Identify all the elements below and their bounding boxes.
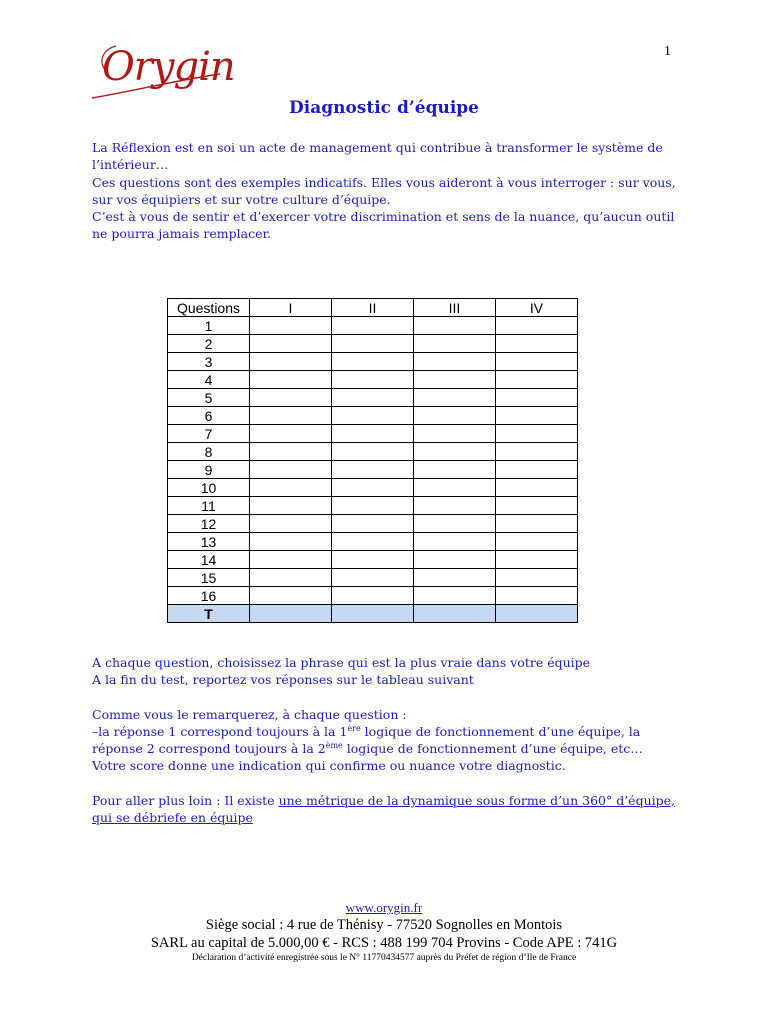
question-number: 3 [168,353,250,371]
answer-cell[interactable] [496,425,578,443]
answer-cell[interactable] [332,317,414,335]
table-row [168,497,578,515]
answer-cell[interactable] [414,443,496,461]
answer-cell[interactable] [414,497,496,515]
answer-cell[interactable] [250,587,332,605]
table-row [168,533,578,551]
total-cell[interactable] [414,605,496,623]
instruction-line [92,723,692,758]
table-row [168,425,578,443]
answer-cell[interactable] [496,461,578,479]
table-row [168,407,578,425]
answer-cell[interactable] [414,587,496,605]
answer-cell[interactable] [332,497,414,515]
answer-cell[interactable] [250,407,332,425]
answer-cell[interactable] [332,425,414,443]
question-number: 6 [168,407,250,425]
answer-cell[interactable] [496,389,578,407]
answer-cell[interactable] [496,497,578,515]
answer-cell[interactable] [414,569,496,587]
table-row [168,551,578,569]
question-number: 10 [168,479,250,497]
intro-paragraph: La Réflexion est en soi un acte de management qui contribue à transformer le système de l’intérieur… [92,140,663,173]
instruction-line: Comme vous le remarquerez, à chaque question : [92,706,407,722]
footer-declaration: Déclaration d’activité enregistrée sous le N° 11770434577 auprès du Préfet de région d’Ile de France [191,953,577,963]
table-row [168,317,578,335]
table-row [168,335,578,353]
answer-cell[interactable] [414,479,496,497]
answer-cell[interactable] [496,407,578,425]
answer-cell[interactable] [250,353,332,371]
answer-cell[interactable] [250,533,332,551]
question-number: 16 [168,587,250,605]
answer-cell[interactable] [414,389,496,407]
instruction-fragment: Pour aller plus loin : Il existe [92,792,279,808]
answer-cell[interactable] [414,551,496,569]
instruction-line: Votre score donne une indication qui confirme ou nuance votre diagnostic. [92,758,566,774]
answer-cell[interactable] [332,551,414,569]
page-title: Diagnostic d’équipe [289,98,479,118]
answer-cell[interactable] [250,569,332,587]
metric-360-link[interactable]: une métrique de la dynamique sous forme d’un 360° d’équipe, qui se débriefe en équipe [92,792,675,826]
answer-cell[interactable] [414,335,496,353]
intro-paragraph: Ces questions sont des exemples indicatifs. Elles vous aideront à vous interroger : sur vous, sur vos équipiers et sur votre culture d’équipe. [92,174,676,207]
table-row [168,569,578,587]
header-ii: II [332,299,414,317]
answer-cell[interactable] [496,443,578,461]
superscript: ère [347,723,361,733]
question-number: 8 [168,443,250,461]
answer-cell[interactable] [496,317,578,335]
answer-cell[interactable] [414,407,496,425]
answer-cell[interactable] [414,425,496,443]
answer-cell[interactable] [250,389,332,407]
question-number: 7 [168,425,250,443]
answer-cell[interactable] [496,515,578,533]
table-row [168,479,578,497]
answer-cell[interactable] [496,353,578,371]
question-number: 15 [168,569,250,587]
answer-cell[interactable] [332,443,414,461]
answer-cell[interactable] [250,443,332,461]
header-iv: IV [496,299,578,317]
answer-cell[interactable] [332,479,414,497]
orygin-logo [88,36,235,106]
answer-cell[interactable] [496,479,578,497]
total-cell[interactable] [332,605,414,623]
total-cell[interactable] [250,605,332,623]
header-questions: Questions [168,299,250,317]
table-row [168,587,578,605]
instruction-line: A la fin du test, reportez vos réponses sur le tableau suivant [92,672,474,688]
answer-cell[interactable] [414,353,496,371]
answer-cell[interactable] [250,479,332,497]
instruction-fragment: logique de fonctionnement d’une équipe, la réponse 2 correspond toujours à la 2 [92,723,641,757]
logo-text: Orygin [102,44,235,90]
answer-cell[interactable] [414,317,496,335]
answer-cell[interactable] [496,551,578,569]
answer-cell[interactable] [250,371,332,389]
answer-cell[interactable] [250,335,332,353]
question-number: 9 [168,461,250,479]
answer-cell[interactable] [332,515,414,533]
answer-cell[interactable] [332,461,414,479]
score-table [167,298,578,623]
table-row [168,515,578,533]
intro-text [92,139,692,243]
superscript: ème [325,741,343,751]
answer-cell[interactable] [332,587,414,605]
website-link[interactable]: www.orygin.fr [345,900,423,915]
question-number: 11 [168,497,250,515]
answer-cell[interactable] [250,425,332,443]
instruction-fragment: –la réponse 1 correspond toujours à la 1 [92,723,348,739]
footer-address: Siège social : 4 rue de Thénisy - 77520 Sognolles en Montois [205,917,563,933]
question-number: 14 [168,551,250,569]
answer-cell[interactable] [250,317,332,335]
page-number: 1 [664,44,671,59]
question-number: 2 [168,335,250,353]
answer-cell[interactable] [332,353,414,371]
header-iii: III [414,299,496,317]
question-number: 5 [168,389,250,407]
header-i: I [250,299,332,317]
total-row [168,605,578,623]
page-footer [0,899,768,965]
footer-company: SARL au capital de 5.000,00 € - RCS : 488 199 704 Provins - Code APE : 741G [150,935,618,951]
table-row [168,371,578,389]
answer-cell[interactable] [496,371,578,389]
answer-cell[interactable] [250,515,332,533]
answer-cell[interactable] [496,335,578,353]
answer-cell[interactable] [332,335,414,353]
answer-cell[interactable] [332,407,414,425]
question-number: 4 [168,371,250,389]
answer-cell[interactable] [332,533,414,551]
total-label: T [168,605,250,623]
instruction-line [92,792,692,827]
table-body [168,317,578,623]
answer-cell[interactable] [414,515,496,533]
question-number: 13 [168,533,250,551]
answer-cell[interactable] [414,461,496,479]
intro-paragraph: C’est à vous de sentir et d’exercer votre discrimination et sens de la nuance, qu’aucun outil ne pourra jamais remplacer. [92,209,675,242]
answer-cell[interactable] [496,587,578,605]
answer-cell[interactable] [414,371,496,389]
question-number: 12 [168,515,250,533]
table-row [168,353,578,371]
answer-cell[interactable] [250,497,332,515]
instruction-line: A chaque question, choisissez la phrase qui est la plus vraie dans votre équipe [92,655,591,670]
instruction-fragment: logique de fonctionnement d’une équipe, etc… [342,741,643,757]
answer-cell[interactable] [250,461,332,479]
total-cell[interactable] [496,605,578,623]
answer-cell[interactable] [332,371,414,389]
answer-cell[interactable] [250,551,332,569]
answer-cell[interactable] [414,533,496,551]
table-row [168,443,578,461]
answer-cell[interactable] [332,389,414,407]
answer-cell[interactable] [332,569,414,587]
instructions-text [92,654,692,826]
answer-cell[interactable] [496,569,578,587]
answer-cell[interactable] [496,533,578,551]
question-number: 1 [168,317,250,335]
table-row [168,461,578,479]
table-header-row [168,299,578,317]
table-row [168,389,578,407]
